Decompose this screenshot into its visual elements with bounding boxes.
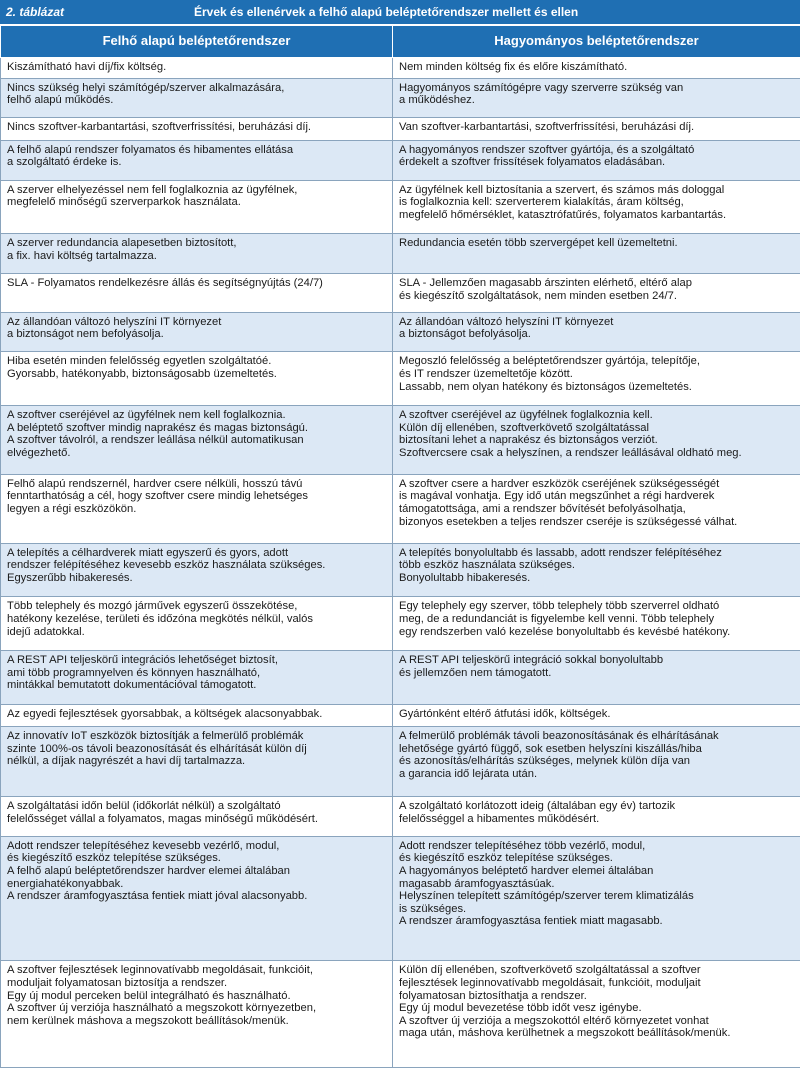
cell-cloud: Az innovatív IoT eszközök biztosítják a felmerülő problémák szinte 100%-os távoli beazonosítását és elhárítását külön díj nélkül, a díjak nagyrészét a havi díj tartalmazza.: [1, 727, 393, 797]
cell-traditional: Van szoftver-karbantartási, szoftverfrissítési, beruházási díj.: [393, 118, 800, 141]
cell-cloud: A szoftver cseréjével az ügyfélnek nem kell foglalkoznia. A beléptető szoftver mindig naprakész és magas biztonságú. A szoftver távolról, a rendszer leállása nélkül automatikusan elvégezhető.: [1, 406, 393, 475]
table-row: [1, 234, 800, 274]
table-row: [1, 797, 800, 837]
cell-traditional: Az állandóan változó helyszíni IT környezet a biztonságot befolyásolja.: [393, 312, 800, 352]
cell-cloud: Az állandóan változó helyszíni IT környezet a biztonságot nem befolyásolja.: [1, 312, 393, 352]
table-row: [1, 180, 800, 234]
table-row: [1, 352, 800, 406]
table-row: [1, 474, 800, 543]
cell-cloud: A felhő alapú rendszer folyamatos és hibamentes ellátása a szolgáltató érdeke is.: [1, 140, 393, 180]
cell-cloud: A telepítés a célhardverek miatt egyszerű és gyors, adott rendszer felépítéséhez kevesebb eszköz használata szükséges. Egyszerűbb hibakeresés.: [1, 543, 393, 597]
cell-cloud: Felhő alapú rendszernél, hardver csere nélküli, hosszú távú fenntarthatóság a cél, hogy szoftver csere mindig lehetséges legyen a régi eszközökön.: [1, 474, 393, 543]
table-row: [1, 140, 800, 180]
cell-traditional: A hagyományos rendszer szoftver gyártója, és a szolgáltató érdekelt a szoftver frissítések folyamatos eladásában.: [393, 140, 800, 180]
table-row: [1, 57, 800, 78]
table-row: [1, 836, 800, 961]
cell-cloud: Nincs szükség helyi számítógép/szerver alkalmazására, felhő alapú működés.: [1, 78, 393, 118]
cell-cloud: A szerver redundancia alapesetben biztosított, a fix. havi költség tartalmazza.: [1, 234, 393, 274]
header-row: [1, 25, 800, 57]
cell-traditional: Hagyományos számítógépre vagy szerverre szükség van a működéshez.: [393, 78, 800, 118]
cell-cloud: Kiszámítható havi díj/fix költség.: [1, 57, 393, 78]
cell-cloud: Több telephely és mozgó járművek egyszerű összekötése, hatékony kezelése, területi és időzóna megkötés nélkül, valós idejű adatokkal.: [1, 597, 393, 651]
comparison-table: [0, 24, 800, 1068]
table-body: [1, 57, 800, 1068]
cell-cloud: Nincs szoftver-karbantartási, szoftverfrissítési, beruházási díj.: [1, 118, 393, 141]
cell-cloud: SLA - Folyamatos rendelkezésre állás és segítségnyújtás (24/7): [1, 274, 393, 313]
table-title-bar: [0, 0, 800, 24]
cell-cloud: Az egyedi fejlesztések gyorsabbak, a költségek alacsonyabbak.: [1, 704, 393, 727]
table-row: [1, 704, 800, 727]
table-row: [1, 312, 800, 352]
table-caption: Érvek és ellenérvek a felhő alapú beléptetőrendszer mellett és ellen: [194, 5, 579, 19]
cell-cloud: A szerver elhelyezéssel nem fell foglalkoznia az ügyfélnek, megfelelő minőségű szerverparkok használata.: [1, 180, 393, 234]
cell-cloud: A szolgáltatási időn belül (időkorlát nélkül) a szolgáltató felelősséget vállal a folyamatos, magas minőségű működésért.: [1, 797, 393, 837]
cell-traditional: Gyártónként eltérő átfutási idők, költségek.: [393, 704, 800, 727]
cell-cloud: Adott rendszer telepítéséhez kevesebb vezérlő, modul, és kiegészítő eszköz telepítése szükséges. A felhő alapú beléptetőrendszer hardver elemei általában energiahatékonyabbak. A rendszer áramfogyasztása fentiek miatt jóval alacsonyabb.: [1, 836, 393, 961]
table-row: [1, 727, 800, 797]
table-row: [1, 543, 800, 597]
cell-traditional: SLA - Jellemzően magasabb árszinten elérhető, eltérő alap és kiegészítő szolgáltatások, nem minden esetben 24/7.: [393, 274, 800, 313]
cell-traditional: A felmerülő problémák távoli beazonosításának és elhárításának lehetősége gyártó függő, sok esetben helyszíni kiszállás/hiba és azonosítás/elhárítás szükséges, melynek külön díja van a garancia idő lejárata után.: [393, 727, 800, 797]
table-label: 2. táblázat: [6, 5, 65, 19]
cell-cloud: A REST API teljeskörű integrációs lehetőséget biztosít, ami több programnyelven és könnyen használható, mintákkal bemutatott dokumentációval támogatott.: [1, 651, 393, 705]
column-header-traditional: Hagyományos beléptetőrendszer: [393, 25, 800, 57]
cell-traditional: A szoftver csere a hardver eszközök cseréjének szükségességét is magával vonhatja. Egy idő után megszűnhet a régi hardverek támogatottsága, ami a rendszer bővítését befolyásolhatja, bizonyos esetekben a teljes rendszer cseréje is szükségessé válhat.: [393, 474, 800, 543]
cell-traditional: A telepítés bonyolultabb és lassabb, adott rendszer felépítéséhez több eszköz használata szükséges. Bonyolultabb hibakeresés.: [393, 543, 800, 597]
cell-traditional: Nem minden költség fix és előre kiszámítható.: [393, 57, 800, 78]
table-row: [1, 597, 800, 651]
cell-cloud: A szoftver fejlesztések leginnovatívabb megoldásait, funkcióit, moduljait folyamatosan biztosítja a rendszer. Egy új modul perceken belül integrálható és használható. A szoftver új verziója használható a megszokott környezetben, nem kerülnek máshova a megszokott beállítások/menük.: [1, 961, 393, 1068]
cell-cloud: Hiba esetén minden felelősség egyetlen szolgáltatóé. Gyorsabb, hatékonyabb, biztonságosabb üzemeltetés.: [1, 352, 393, 406]
cell-traditional: Külön díj ellenében, szoftverkövető szolgáltatással a szoftver fejlesztések leginnovatívabb megoldásait, funkcióit, moduljait folyamatosan biztosíthatja a rendszer. Egy új modul bevezetése több időt vesz igénybe. A szoftver új verziója a megszokottól eltérő környezetet vonhat maga után, máshova kerülhetnek a megszokott beállítások/menük.: [393, 961, 800, 1068]
table-row: [1, 274, 800, 313]
cell-traditional: A REST API teljeskörű integráció sokkal bonyolultabb és jellemzően nem támogatott.: [393, 651, 800, 705]
cell-traditional: Egy telephely egy szerver, több telephely több szerverrel oldható meg, de a redundanciát is figyelembe kell venni. Több telephely egy rendszerben való kezelése bonyolultabb és kevésbé hatékony.: [393, 597, 800, 651]
cell-traditional: Redundancia esetén több szervergépet kell üzemeltetni.: [393, 234, 800, 274]
table-row: [1, 406, 800, 475]
cell-traditional: Az ügyfélnek kell biztosítania a szervert, és számos más dologgal is foglalkoznia kell: szerverterem kialakítás, áram költség, megfelelő hőmérséklet, katasztrófatűrés, folyamatos karbantartás.: [393, 180, 800, 234]
table-row: [1, 961, 800, 1068]
table-row: [1, 651, 800, 705]
cell-traditional: Megoszló felelősség a beléptetőrendszer gyártója, telepítője, és IT rendszer üzemeltetője között. Lassabb, nem olyan hatékony és biztonságos üzemeltetés.: [393, 352, 800, 406]
table-row: [1, 78, 800, 118]
cell-traditional: Adott rendszer telepítéséhez több vezérlő, modul, és kiegészítő eszköz telepítése szükséges. A hagyományos beléptető hardver elemei általában magasabb áramfogyasztásúak. Helyszínen telepített számítógép/szerver terem klimatizálás is szükséges. A rendszer áramfogyasztása fentiek miatt magasabb.: [393, 836, 800, 961]
cell-traditional: A szoftver cseréjével az ügyfélnek foglalkoznia kell. Külön díj ellenében, szoftverkövető szolgáltatással biztosítani lehet a naprakész és biztonságos verziót. Szoftvercsere csak a helyszínen, a rendszer leállásával oldható meg.: [393, 406, 800, 475]
table-row: [1, 118, 800, 141]
cell-traditional: A szolgáltató korlátozott ideig (általában egy év) tartozik felelősséggel a hibamentes működésért.: [393, 797, 800, 837]
column-header-cloud: Felhő alapú beléptetőrendszer: [1, 25, 393, 57]
